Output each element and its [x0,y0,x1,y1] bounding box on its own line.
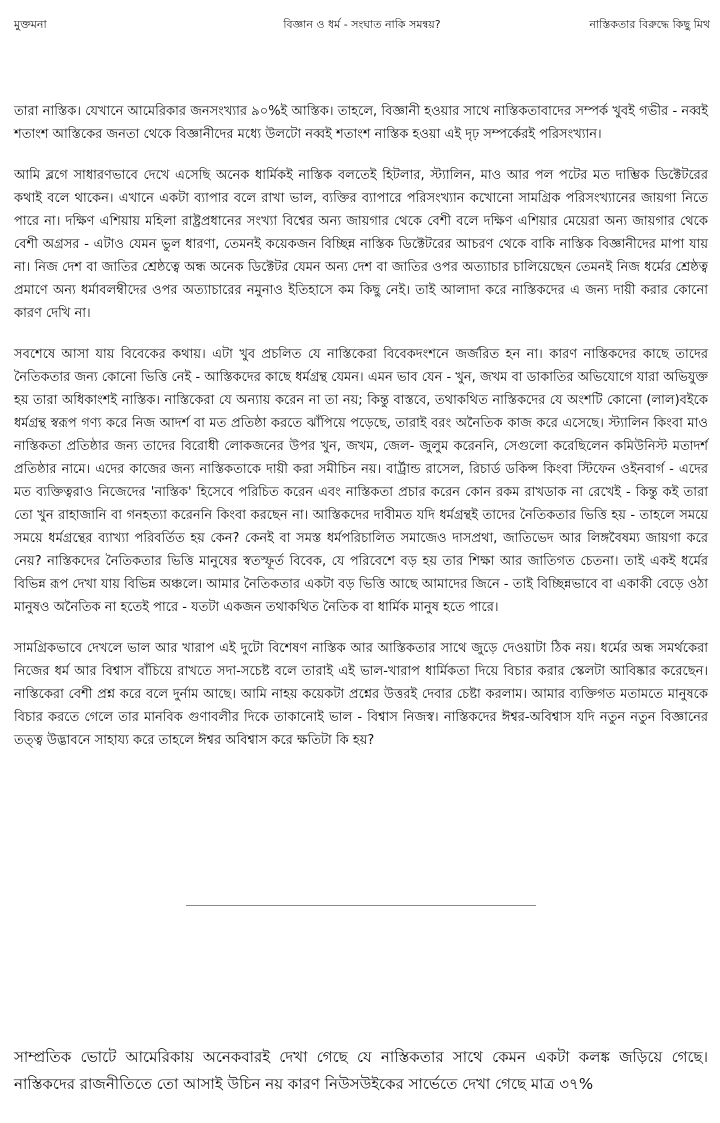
running-header [14,16,710,36]
footnote-divider [186,905,536,906]
header-book-title: বিজ্ঞান ও ধর্ম - সংঘাত নাকি সমন্বয়? [283,18,441,31]
paragraph: সবশেষে আসা যায় বিবেকের কথায়। এটা খুব প্রচলিত যে নাস্তিকেরা বিবেকদংশনে জর্জরিত হন না। কারণ নাস্তিকদের কাছে তাদের নৈতিকতার জন্য কোনো ভিত্তি নেই - আস্তিকদের কাছে ধর্মগ্রন্থ যেমন। এমন ভাব যেন - খুন, জখম বা ডাকাতির অভিযোগে যারা অভিযুক্ত হয় তারা অধিকাংশই নাস্তিক। নাস্তিকেরা যে অন্যায় করেন না তা নয়; কিন্তু বাস্তবে, তথাকথিত নাস্তিকদের যে অংশটি কোনো (লাল)বইকে ধর্মগ্রন্থ স্বরূপ গণ্য করে নিজ আদর্শ বা মত প্রতিষ্ঠা করতে ঝাঁপিয়ে পড়েছে, তারাই বরং অনৈতিক কাজ করে এসেছে। স্ট্যালিন কিংবা মাও নাস্তিকতা প্রতিষ্ঠার জন্য তাদের বিরোধী লোকজনের উপর খুন, জখম, জেল- জুলুম করেননি, সেগুলো করেছিলেন কমিউনিস্ট মতাদর্শ প্রতিষ্ঠার নামে। এদের কাজের জন্য নাস্তিকতাকে দায়ী করা সমীচিন নয়। বার্ট্রান্ড রাসেল, রিচার্ড ডকিন্স কিংবা স্টিফেন ওইনবার্গ - এদের মত ব্যক্তিত্বরাও নিজেদের 'নাস্তিক' হিসেবে পরিচিত করেন এবং নাস্তিকতা প্রচার করেন কোন রকম রাখডাক না রেখেই - কিন্তু কই তারা তো খুন রাহাজানি বা গনহত্যা করেননি কিংবা করছেন না। আস্তিকদের দাবীমত যদি ধর্মগ্রন্থই তাদের নৈতিকতার ভিত্তি হয় - তাহলে সময়ে সময়ে ধর্মগ্রন্থের ব্যাখ্যা পরিবর্তিত হয় কেন? কেনই বা সমস্ত ধর্মপরিচালিত সমাজেও দাসপ্রথা, জাতিভেদ আর লিঙ্গবৈষম্য জায়গা করে নেয়? নাস্তিকদের নৈতিকতার ভিত্তি মানুষের স্বতস্ফূর্ত বিবেক, যে পরিবেশে বড় হয় তার শিক্ষা আর জাতিগত চেতনা। তাই একই ধর্মের বিভিন্ন রূপ দেখা যায় বিভিন্ন অঞ্চলে। আমার নৈতিকতার একটা বড় ভিত্তি আছে আমাদের জিনে - তাই বিচ্ছিন্নভাবে বা একাকী বেড়ে ওঠা মানুষও অনৈতিক না হতেই পারে - যতটা একজন তথাকথিত নৈতিক বা ধার্মিক মানুষ হতে পারে। [14,347,708,615]
header-chapter-title: নাস্তিকতার বিরুদ্ধে কিছু মিথ [589,18,710,31]
header-site-name: মুক্তমনা [14,18,47,31]
paragraph: সামগ্রিকভাবে দেখলে ভাল আর খারাপ এই দুটো বিশেষণ নাস্তিক আর আস্তিকতার সাথে জুড়ে দেওয়াটা ঠিক নয়। ধর্মের অন্ধ সমর্থকেরা নিজের ধর্ম আর বিশ্বাস বাঁচিয়ে রাখতে সদা-সচেষ্ট বলে তারাই এই ভাল-খারাপ ধার্মিকতা দিয়ে বিচার করার স্কেলটা আবিষ্কার করেছেন। নাস্তিকেরা বেশী প্রশ্ন করে বলে দুর্নাম আছে। আমি নাহয় কয়েকটা প্রশ্নের উত্তরই দেবার চেষ্টা করলাম। আমার ব্যক্তিগত মতামতে মানুষকে বিচার করতে গেলে তার মানবিক গুণাবলীর দিকে তাকানোই ভাল - বিশ্বাস নিজস্ব। নাস্তিকদের ঈশ্বর-অবিশ্বাস যদি নতুন নতুন বিজ্ঞানের তত্ত্ব উদ্ভাবনে সাহায্য করে তাহলে ঈশ্বর অবিশ্বাস করে ক্ষতিটা কি হয়? [14,641,708,748]
paragraph: আমি ব্লগে সাধারণভাবে দেখে এসেছি অনেক ধার্মিকই নাস্তিক বলতেই হিটলার, স্ট্যালিন, মাও আর পল পটের মত দাম্ভিক ডিক্টেটরের কথাই বলে থাকেন। এখানে একটা ব্যাপার বলে রাখা ভাল, ব্যক্তির ব্যাপারে পরিসংখ্যান কখোনো সামগ্রিক পরিসংখ্যানের জায়গা নিতে পারে না। দক্ষিণ এশিয়ায় মহিলা রাষ্ট্রপ্রধানের সংখ্যা বিশ্বের অন্য জায়গার থেকে বেশী বলে দক্ষিণ এশিয়ার মেয়েরা অন্য জায়গার থেকে বেশী অগ্রসর - এটাও যেমন ভুল ধারণা, তেমনই কয়েকজন বিচ্ছিন্ন নাস্তিক ডিক্টেটরের আচরণ থেকে বাকি নাস্তিক বিজ্ঞানীদের মাপা যায় না। নিজ দেশ বা জাতির শ্রেষ্ঠত্বে অন্ধ অনেক ডিক্টেটর যেমন অন্য দেশ বা জাতির ওপর অত্যাচার চালিয়েছেন তেমনই নিজ ধর্মের শ্রেষ্ঠত্ব প্রমাণে অন্য ধর্মাবলম্বীদের ওপর অত্যাচারের নমুনাও ইতিহাসে কম কিছু নেই। তাই আলাদা করে নাস্তিকদের এ জন্য দায়ী করার কোনো কারণ দেখি না। [14,168,708,321]
paragraph: তারা নাস্তিক। যেখানে আমেরিকার জনসংখ্যার ৯০%ই আস্তিক। তাহলে, বিজ্ঞানী হওয়ার সাথে নাস্তিকতাবাদের সম্পর্ক খুবই গভীর - নব্বই শতাংশ আস্তিকের জনতা থেকে বিজ্ঞানীদের মধ্যে উলটো নব্বই শতাংশ নাস্তিক হওয়া এই দৃঢ় সম্পর্কেরই পরিসংখ্যান। [14,104,708,142]
footnote-text: সাম্প্রতিক ভোটে আমেরিকায় অনেকবারই দেখা গেছে যে নাস্তিকতার সাথে কেমন একটা কলঙ্ক জড়িয়ে গেছে। নাস্তিকদের রাজনীতিতে তো আসাই উচিন নয় কারণ নিউসউইকের সার্ভেতে দেখা গেছে মাত্র ৩৭% [14,1048,708,1093]
body-text [14,100,708,752]
